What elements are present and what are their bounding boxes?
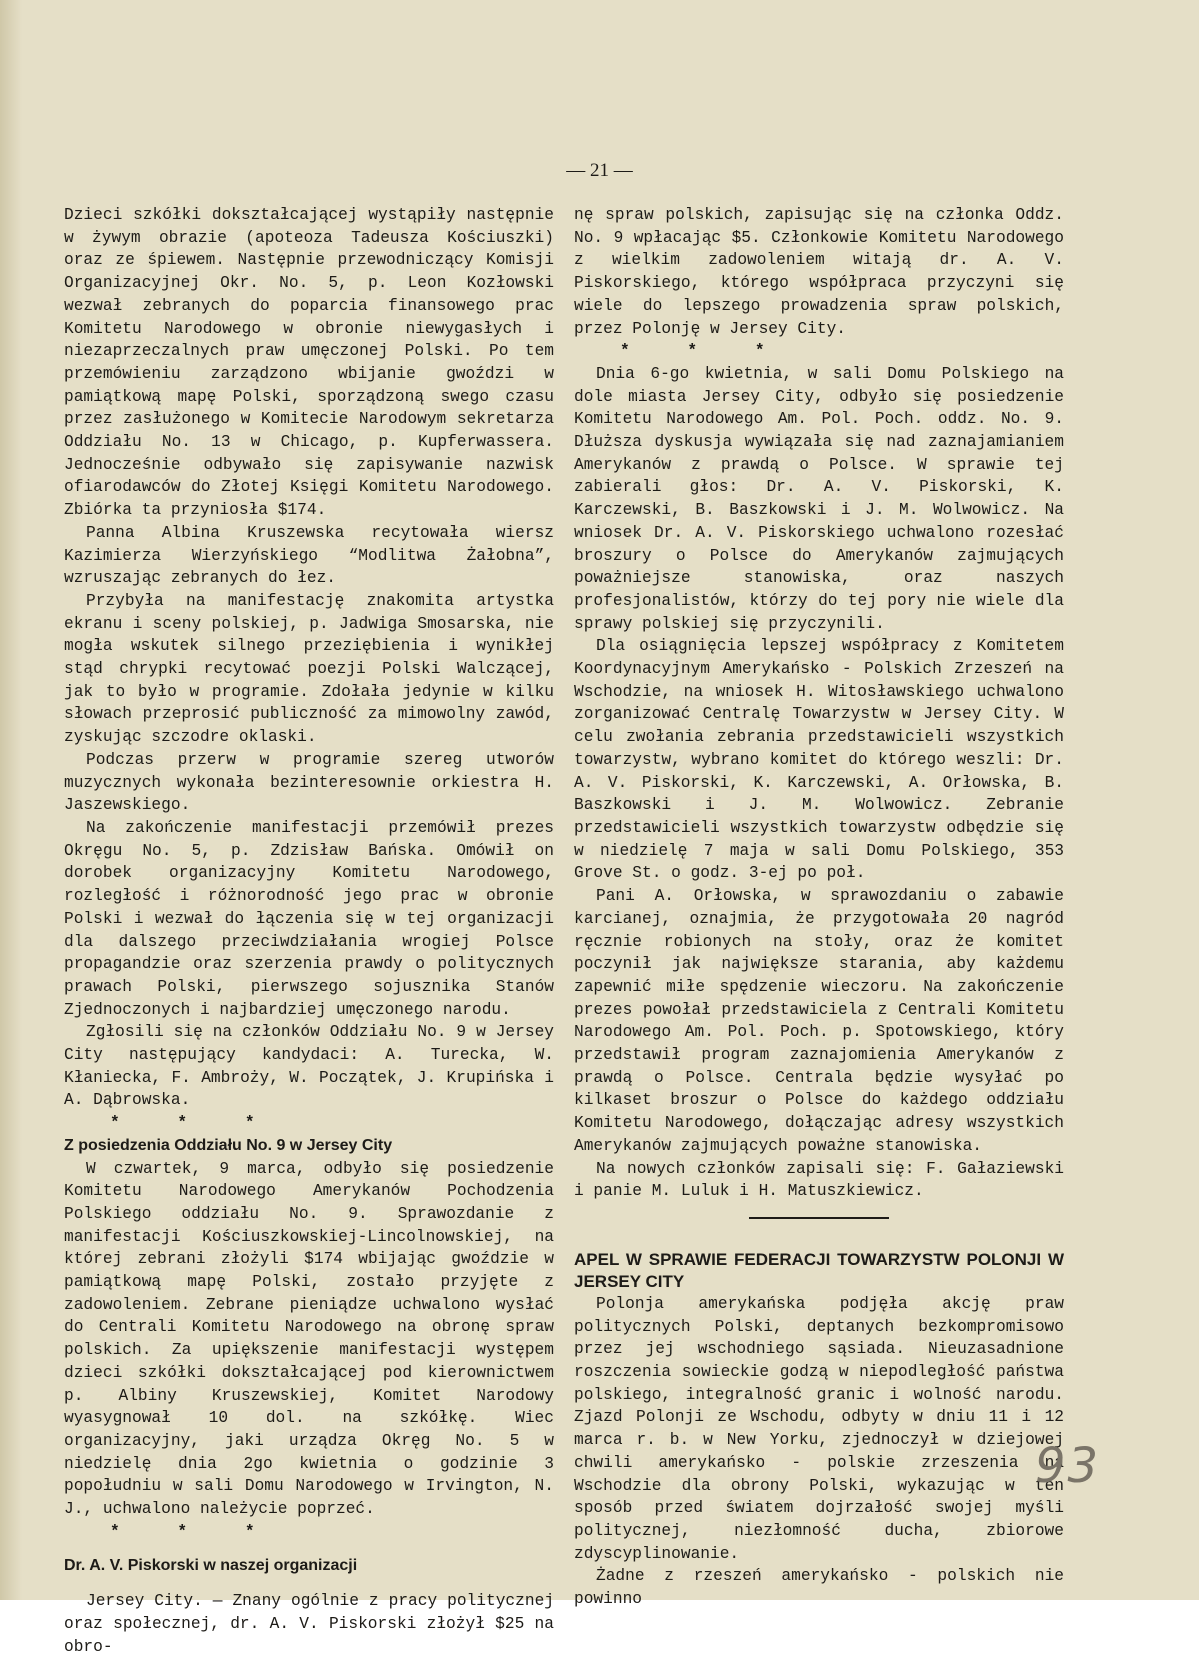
paragraph: Dzieci szkółki dokształcającej wystąpiły następnie w żywym obrazie (apoteoza Tadeusza Kościuszki) oraz ze śpiewem. Następnie przewodniczący Komisji Organizacyjnej Okr. No. 5, p. Leon Kozłowski wezwał zebranych do poparcia finansowego prac Komitetu Narodowego w obronie niewygasłych i niezaprzeczalnych praw umęczonej Polski. Po tem przemówieniu zarządzono wbijanie gwoździ w pamiątkową mapę Polski, sporządzoną swego czasu przez zasłużonego w Komitecie Narodowym sekretarza Oddziału No. 13 w Chicago, p. Kupferwassera. Jednocześnie odbywało się zapisywanie nazwisk ofiarodawców do Złotej Księgi Komitetu Narodowego. Zbiórka ta przyniosła $174.: [64, 206, 554, 520]
paragraph: nę spraw polskich, zapisując się na członka Oddz. No. 9 wpłacając $5. Członkowie Komitetu Narodowego z wielkim zadowoleniem witają dr. A. V. Piskorskiego, którego współpraca przyczyni się wiele do lepszego prowadzenia spraw polskich, przez Polonję w Jersey City.: [574, 206, 1064, 338]
paragraph: Na nowych członków zapisali się: F. Gałaziewski i panie M. Luluk i H. Matuszkiewicz.: [574, 1159, 1064, 1201]
paragraph: Żadne z rzeszeń amerykańsko - polskich nie powinno: [574, 1567, 1064, 1609]
section-heading: Z posiedzenia Oddziału No. 9 w Jersey City: [64, 1136, 393, 1154]
paragraph: Polonja amerykańska podjęła akcję praw politycznych Polski, deptanych bezkompromisowo przez jej wschodniego sąsiada. Nieuzasadnione roszczenia sowieckie godzą w niepodległość państwa polskiego, integralność granic i wolność narodu. Zjazd Polonji ze Wschodu, odbyty w dniu 11 i 12 marca r. b. w New Yorku, zjednoczył w dziejowej chwili amerykańsko - polskie zrzeszenia na Wschodzie dla obrony Polski, wykazując w ten sposób przed światem dojrzałość swojej myśli politycznej, niezłomność ducha, zbiorowe zdyscyplinowanie.: [574, 1294, 1064, 1563]
section-separator: * * *: [620, 342, 789, 361]
divider: [749, 1217, 889, 1219]
paragraph: Jersey City. — Znany ogólnie z pracy politycznej oraz społecznej, dr. A. V. Piskorski złożył $25 na obro-: [64, 1592, 554, 1656]
section-heading: Dr. A. V. Piskorski w naszej organizacji: [64, 1557, 358, 1575]
page-binding-edge: [0, 0, 22, 1600]
paragraph: Na zakończenie manifestacji przemówił prezes Okręgu No. 5, p. Zdzisław Bańska. Omówił on dorobek organizacyjny Komitetu Narodowego, rozległość i różnorodność jego prac w obronie Polski i wezwał do łączenia się w tej organizacji dla dalszego przeciwdziałania wrogiej Polsce propagandzie oraz szerzenia prawdy o politycznych prawach Polski, pierwszego sojusznika Stanów Zjednoczonych i najbardziej umęczonego narodu.: [64, 818, 554, 1019]
paragraph: Pani A. Orłowska, w sprawozdaniu o zabawie karcianej, oznajmia, że przygotowała 20 nagród ręcznie robionych na stoły, oraz że komitet poczynił jak największe starania, aby każdemu zapewnić miłe spędzenie wieczoru. Na zakończenie prezes powołał przedstawiciela z Centrali Komitetu Narodowego Am. Pol. Poch. p. Spotowskiego, który przedstawił program zaznajomienia Amerykanów z prawdą o Polsce. Centrala będzie wysyłać po kilkaset broszur o Polsce do każdego oddziału Komitetu Narodowego, dołączając adresy wszystkich Amerykanów zajmujących poważne stanowiska.: [574, 887, 1064, 1155]
handwritten-page-note: 93: [1035, 1438, 1101, 1494]
paragraph: Dnia 6-go kwietnia, w sali Domu Polskiego na dole miasta Jersey City, odbyło się posiedzenie Komitetu Narodowego Am. Pol. Poch. oddz. No. 9. Dłuższa dyskusja wywiązała się nad zaznajamianiem Amerykanów z prawdą o Polsce. W sprawie tej zabierali głos: Dr. A. V. Piskorski, K. Karczewski, B. Baszkowski i J. M. Wolwowicz. Na wniosek Dr. A. V. Piskorskiego uchwalono rozesłać broszury o Polsce do Amerykanów zajmujących poważniejsze stanowiska, oraz naszych profesjonalistów, którzy do tej pory nie wiele dla sprawy polskiej się przyczynili.: [574, 364, 1064, 633]
paragraph: W czwartek, 9 marca, odbyło się posiedzenie Komitetu Narodowego Amerykanów Pochodzenia Polskiego oddziału No. 9. Sprawozdanie z manifestacji Kościuszkowskiej-Lincolnowskiej, na której zebrani złożyli $174 wbijając gwoździe w pamiątkową mapę Polski, zostało przyjęte z zadowoleniem. Zebrane pieniądze uchwalono wysłać do Centrali Komitetu Narodowego na obronę spraw polskich. Za upiększenie manifestacji występem dzieci szkółki dokształcającej pod kierownictwem p. Albiny Kruszewskiej, Komitet Narodowy wyasygnował 10 dol. na szkółkę. Wiec organizacyjny, jaki urządza Okręg No. 5 w niedzielę dnia 2go kwietnia o godzinie 3 popołudniu w sali Domu Narodowego w Irvington, N. J., uchwalono należycie poprzeć.: [64, 1159, 554, 1519]
article-heading: APEL W SPRAWIE FEDERACJI TOWARZYSTW POLONJI W JERSEY CITY: [574, 1249, 1064, 1291]
page-number: — 21 —: [566, 160, 633, 181]
paragraph: Podczas przerw w programie szereg utworów muzycznych wykonała bezinteresownie orkiestra H. Jaszewskiego.: [64, 750, 554, 815]
paragraph: Zgłosili się na członków Oddziału No. 9 w Jersey City następujący kandydaci: A. Turecka, W. Kłaniecka, F. Ambroży, W. Początek, J. Krupińska i A. Dąbrowska.: [64, 1023, 554, 1110]
section-separator: * * *: [110, 1114, 279, 1133]
paragraph: Panna Albina Kruszewska recytowała wiersz Kazimierza Wierzyńskiego “Modlitwa Żałobna”, wzruszając zebranych do łez.: [64, 523, 554, 588]
paragraph: Dla osiągnięcia lepszej współpracy z Komitetem Koordynacyjnym Amerykańsko - Polskich Zrzeszeń na Wschodzie, na wniosek H. Witosławskiego uchwalono zorganizować Centralę Towarzystw w Jersey City. W celu zwołania zebrania przedstawicieli wszystkich towarzystw, wybrano komitet do którego weszli: Dr. A. V. Piskorski, K. Karczewski, A. Orłowska, B. Baszkowski i J. M. Wolwowicz. Zebranie przedstawicieli wszystkich towarzystw odbędzie się w niedzielę 7 maja w sali Domu Polskiego, 353 Grove St. o godz. 3-ej po poł.: [574, 637, 1064, 883]
paragraph: Przybyła na manifestację znakomita artystka ekranu i sceny polskiej, p. Jadwiga Smosarska, nie mogła wskutek silnego przeziębienia i wynikłej stąd chrypki recytować poezji Polski Walczącej, jak to było w programie. Zdołała jedynie w kilku słowach przeprosić publiczność za mimowolny zawód, zyskując szczodre oklaski.: [64, 591, 554, 747]
section-separator: * * *: [110, 1522, 279, 1541]
right-column: [574, 204, 1064, 1611]
left-column: [64, 204, 554, 1658]
